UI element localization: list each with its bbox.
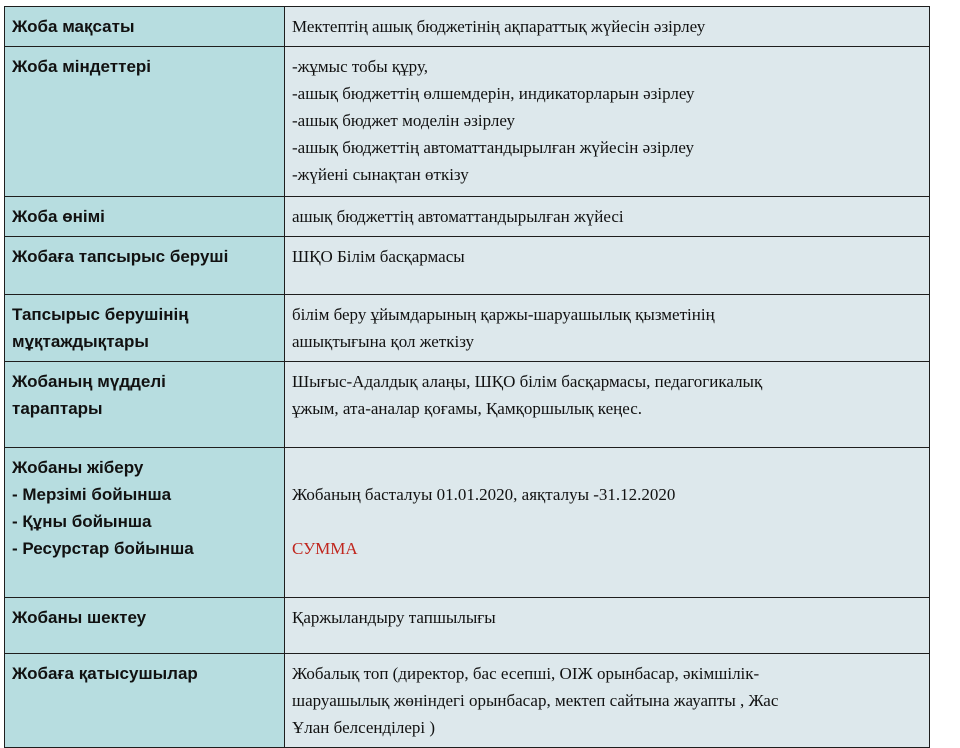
row-value-product <box>285 197 930 237</box>
project-passport-table <box>4 6 930 748</box>
value-line: шаруашылық жөніндегі орынбасар, мектеп сайтына жауапты , Жас <box>292 691 779 710</box>
table-row <box>5 197 930 237</box>
value-line: ашық бюджеттің автоматтандырылған жүйесі <box>292 207 624 226</box>
label-line: Жобаның мүдделі <box>12 372 166 391</box>
value-line: Мектептің ашық бюджетінің ақпараттық жүйесін әзірлеу <box>292 17 706 36</box>
row-value-goal <box>285 7 930 47</box>
row-label-needs <box>5 295 285 362</box>
row-value-needs <box>285 295 930 362</box>
label-line: мұқтаждықтары <box>12 332 149 351</box>
label-line: - Құны бойынша <box>12 512 152 531</box>
row-label-customer: Жобаға тапсырыс беруші <box>5 237 285 295</box>
table-row <box>5 598 930 654</box>
task-item: -ашық бюджет моделін әзірлеу <box>292 111 515 130</box>
row-value-stakeholders <box>285 362 930 448</box>
row-value-tasks <box>285 47 930 197</box>
row-value-participants <box>285 654 930 748</box>
value-line: ШҚО Білім басқармасы <box>292 247 465 266</box>
task-item: -ашық бюджеттің өлшемдерін, индикаторларын әзірлеу <box>292 84 695 103</box>
row-value-constraints <box>285 598 930 654</box>
table-row <box>5 47 930 197</box>
table-row <box>5 237 930 295</box>
label-line: Тапсырыс берушінің <box>12 305 189 324</box>
dates-line: Жобаның басталуы 01.01.2020, аяқталуы -31.12.2020 <box>292 485 676 504</box>
spacer <box>292 454 923 481</box>
value-line: ашықтығына қол жеткізу <box>292 332 475 351</box>
row-label-participants: Жобаға қатысушылар <box>5 654 285 748</box>
label-line: - Мерзімі бойынша <box>12 485 172 504</box>
value-line: Жобалық топ (директор, бас есепші, ОІЖ орынбасар, әкімшілік- <box>292 664 760 683</box>
value-line: Қаржыландыру тапшылығы <box>292 608 496 627</box>
table-row <box>5 7 930 47</box>
label-line: - Ресурстар бойынша <box>12 539 194 558</box>
value-line: Шығыс-Адалдық алаңы, ШҚО білім басқармасы, педагогикалық <box>292 372 763 391</box>
row-value-launch <box>285 448 930 598</box>
label-line: Жобаны жіберу <box>12 458 144 477</box>
label-line: тараптары <box>12 399 103 418</box>
value-line: білім беру ұйымдарының қаржы-шаруашылық қызметінің <box>292 305 715 324</box>
sum-placeholder: СУММА <box>292 539 358 558</box>
row-label-tasks: Жоба міндеттері <box>5 47 285 197</box>
table-row <box>5 362 930 448</box>
table-row <box>5 295 930 362</box>
task-item: -ашық бюджеттің автоматтандырылған жүйесін әзірлеу <box>292 138 694 157</box>
row-value-customer <box>285 237 930 295</box>
row-label-constraints: Жобаны шектеу <box>5 598 285 654</box>
task-item: -жүйені сынақтан өткізу <box>292 165 469 184</box>
row-label-stakeholders <box>5 362 285 448</box>
table-row <box>5 448 930 598</box>
row-label-product: Жоба өнімі <box>5 197 285 237</box>
task-item: -жұмыс тобы құру, <box>292 57 428 76</box>
value-line: ұжым, ата-аналар қоғамы, Қамқоршылық кеңес. <box>292 399 643 418</box>
row-label-goal: Жоба мақсаты <box>5 7 285 47</box>
value-line: Ұлан белсенділері ) <box>292 718 436 737</box>
table-row <box>5 654 930 748</box>
spacer <box>292 508 923 535</box>
row-label-launch <box>5 448 285 598</box>
